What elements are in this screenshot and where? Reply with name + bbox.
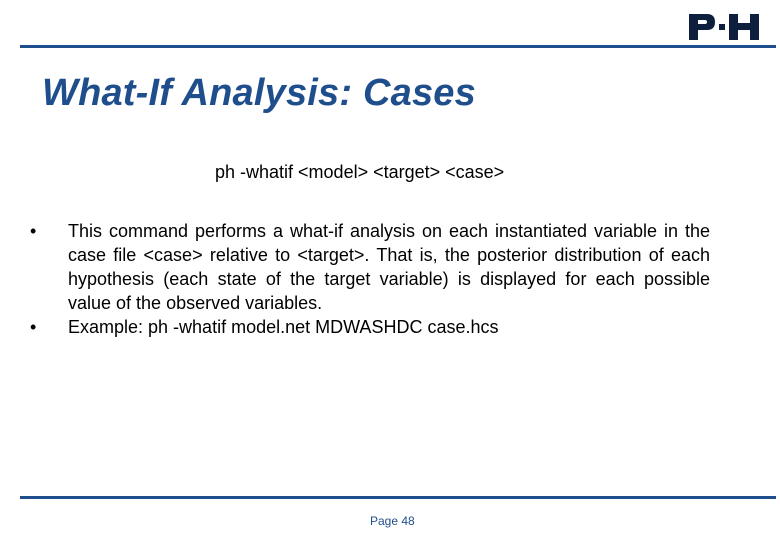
list-item — [30, 219, 710, 315]
bullet-icon: • — [30, 317, 37, 337]
list-item — [30, 315, 710, 339]
page-number: Page 48 — [370, 514, 415, 528]
command-syntax: ph -whatif <model> <target> <case> — [215, 162, 505, 182]
bullet-icon: • — [30, 221, 37, 241]
header-rule — [20, 45, 776, 48]
page-title: What-If Analysis: Cases — [42, 72, 476, 114]
bullet-text: This command performs a what-if analysis on each instantiated variable in the case file <case> relative to <target>. That is, the posterior distribution of each hypothesis (each state of the target variable) is displayed for each possible value of the observed variables. — [68, 221, 710, 313]
bullet-text: Example: ph -whatif model.net MDWASHDC case.hcs — [68, 317, 499, 337]
footer-rule — [20, 496, 776, 499]
bullet-list — [30, 219, 710, 339]
ph-logo — [687, 12, 761, 42]
